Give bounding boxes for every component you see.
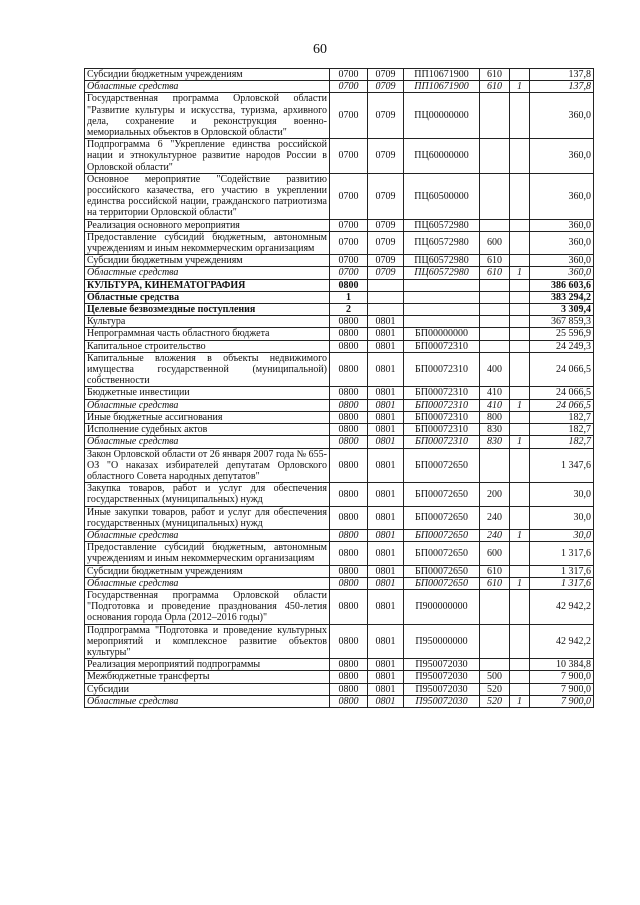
amount-cell: 24 066,5 [530, 352, 594, 387]
section-code-cell: 0800 [330, 316, 368, 328]
subsection-code-cell [368, 304, 404, 316]
subsection-code-cell: 0709 [368, 255, 404, 267]
section-code-cell: 0800 [330, 436, 368, 448]
subsection-code-cell: 0801 [368, 695, 404, 707]
amount-cell: 182,7 [530, 411, 594, 423]
item-name-cell: Субсидии бюджетным учреждениям [85, 255, 330, 267]
target-article-code-cell: П950072030 [404, 659, 480, 671]
target-article-code-cell: БП00072650 [404, 565, 480, 577]
section-code-cell: 0700 [330, 69, 368, 81]
funding-source-code-cell: 1 [510, 399, 530, 411]
funding-source-code-cell [510, 624, 530, 659]
expense-type-code-cell [480, 291, 510, 303]
funding-source-code-cell [510, 219, 530, 231]
target-article-code-cell: БП00072650 [404, 542, 480, 565]
amount-cell: 137,8 [530, 69, 594, 81]
table-row [85, 255, 594, 267]
table-row [85, 81, 594, 93]
subsection-code-cell: 0801 [368, 316, 404, 328]
amount-cell: 360,0 [530, 139, 594, 174]
expense-type-code-cell: 830 [480, 424, 510, 436]
item-name-cell: Капитальное строительство [85, 340, 330, 352]
table-row [85, 231, 594, 254]
item-name-cell: Подпрограмма 6 "Укрепление единства российской нации и этнокультурное развитие народов России в Орловской области" [85, 139, 330, 174]
expense-type-code-cell [480, 93, 510, 139]
table-row [85, 659, 594, 671]
expense-type-code-cell [480, 659, 510, 671]
target-article-code-cell [404, 316, 480, 328]
funding-source-code-cell [510, 304, 530, 316]
amount-cell: 137,8 [530, 81, 594, 93]
funding-source-code-cell [510, 173, 530, 219]
funding-source-code-cell [510, 448, 530, 483]
subsection-code-cell: 0801 [368, 448, 404, 483]
funding-source-code-cell [510, 565, 530, 577]
amount-cell: 367 859,3 [530, 316, 594, 328]
target-article-code-cell: ПЦ00000000 [404, 93, 480, 139]
expense-type-code-cell: 410 [480, 399, 510, 411]
target-article-code-cell [404, 279, 480, 291]
expense-type-code-cell [480, 340, 510, 352]
table-row [85, 93, 594, 139]
item-name-cell: Подпрограмма "Подготовка и проведение культурных мероприятий и комплексное развитие объектов культуры" [85, 624, 330, 659]
subsection-code-cell: 0801 [368, 671, 404, 683]
subsection-code-cell: 0801 [368, 683, 404, 695]
funding-source-code-cell [510, 139, 530, 174]
amount-cell: 360,0 [530, 93, 594, 139]
table-row [85, 624, 594, 659]
item-name-cell: Целевые безвозмездные поступления [85, 304, 330, 316]
table-row [85, 267, 594, 279]
section-code-cell: 0700 [330, 267, 368, 279]
section-code-cell: 0800 [330, 565, 368, 577]
section-code-cell: 0800 [330, 448, 368, 483]
amount-cell: 24 066,5 [530, 387, 594, 399]
target-article-code-cell [404, 291, 480, 303]
expense-type-code-cell: 610 [480, 267, 510, 279]
target-article-code-cell: ПЦ60572980 [404, 255, 480, 267]
section-code-cell: 0700 [330, 219, 368, 231]
item-name-cell: Областные средства [85, 291, 330, 303]
section-code-cell: 1 [330, 291, 368, 303]
item-name-cell: Государственная программа Орловской области "Развитие культуры и искусства, туризма, архивного дела, сохранение и реконструкция военно-мемориальных объектов в Орловской области" [85, 93, 330, 139]
section-code-cell: 0800 [330, 424, 368, 436]
amount-cell: 360,0 [530, 219, 594, 231]
target-article-code-cell: БП00072650 [404, 529, 480, 541]
expense-type-code-cell [480, 328, 510, 340]
section-code-cell: 0700 [330, 255, 368, 267]
table-row [85, 529, 594, 541]
section-code-cell: 0700 [330, 93, 368, 139]
item-name-cell: Реализация основного мероприятия [85, 219, 330, 231]
subsection-code-cell: 0801 [368, 529, 404, 541]
funding-source-code-cell [510, 683, 530, 695]
table-row [85, 411, 594, 423]
expense-type-code-cell: 610 [480, 577, 510, 589]
amount-cell: 3 309,4 [530, 304, 594, 316]
item-name-cell: Закупка товаров, работ и услуг для обеспечения государственных (муниципальных) нужд [85, 483, 330, 506]
item-name-cell: Капитальные вложения в объекты недвижимого имущества государственной (муниципальной) собственности [85, 352, 330, 387]
table-row [85, 340, 594, 352]
expense-type-code-cell: 610 [480, 255, 510, 267]
section-code-cell: 0800 [330, 659, 368, 671]
funding-source-code-cell [510, 483, 530, 506]
table-row [85, 695, 594, 707]
subsection-code-cell: 0801 [368, 624, 404, 659]
section-code-cell: 0700 [330, 231, 368, 254]
item-name-cell: Субсидии [85, 683, 330, 695]
target-article-code-cell: БП00072650 [404, 506, 480, 529]
subsection-code-cell [368, 279, 404, 291]
subsection-code-cell: 0709 [368, 173, 404, 219]
expense-type-code-cell: 600 [480, 542, 510, 565]
section-code-cell: 0800 [330, 683, 368, 695]
amount-cell: 383 294,2 [530, 291, 594, 303]
expense-type-code-cell: 830 [480, 436, 510, 448]
amount-cell: 24 249,3 [530, 340, 594, 352]
expense-type-code-cell: 520 [480, 683, 510, 695]
subsection-code-cell: 0801 [368, 411, 404, 423]
target-article-code-cell: БП00000000 [404, 328, 480, 340]
section-code-cell: 0800 [330, 671, 368, 683]
subsection-code-cell: 0709 [368, 231, 404, 254]
funding-source-code-cell [510, 671, 530, 683]
table-row [85, 577, 594, 589]
amount-cell: 1 317,6 [530, 565, 594, 577]
item-name-cell: Бюджетные инвестиции [85, 387, 330, 399]
item-name-cell: Исполнение судебных актов [85, 424, 330, 436]
subsection-code-cell: 0801 [368, 399, 404, 411]
section-code-cell: 0800 [330, 529, 368, 541]
funding-source-code-cell [510, 279, 530, 291]
target-article-code-cell: БП00072310 [404, 436, 480, 448]
amount-cell: 42 942,2 [530, 624, 594, 659]
subsection-code-cell [368, 291, 404, 303]
section-code-cell: 0700 [330, 173, 368, 219]
target-article-code-cell: БП00072650 [404, 448, 480, 483]
section-code-cell: 0800 [330, 695, 368, 707]
target-article-code-cell: П950072030 [404, 695, 480, 707]
funding-source-code-cell [510, 589, 530, 624]
subsection-code-cell: 0801 [368, 659, 404, 671]
expense-type-code-cell: 200 [480, 483, 510, 506]
item-name-cell: Предоставление субсидий бюджетным, автономным учреждениям и иным некоммерческим организациям [85, 231, 330, 254]
subsection-code-cell: 0801 [368, 577, 404, 589]
expense-type-code-cell: 610 [480, 69, 510, 81]
amount-cell: 360,0 [530, 267, 594, 279]
table-row [85, 436, 594, 448]
item-name-cell: Областные средства [85, 577, 330, 589]
amount-cell: 360,0 [530, 173, 594, 219]
section-code-cell: 0700 [330, 139, 368, 174]
funding-source-code-cell [510, 542, 530, 565]
target-article-code-cell: БП00072310 [404, 352, 480, 387]
item-name-cell: Областные средства [85, 695, 330, 707]
funding-source-code-cell [510, 659, 530, 671]
target-article-code-cell: П950072030 [404, 671, 480, 683]
expense-type-code-cell: 240 [480, 506, 510, 529]
item-name-cell: Закон Орловской области от 26 января 2007 года № 655-ОЗ "О наказах избирателей депутатам Орловского областного Совета народных депутатов" [85, 448, 330, 483]
subsection-code-cell: 0709 [368, 69, 404, 81]
table-row [85, 671, 594, 683]
item-name-cell: Государственная программа Орловской области "Подготовка и проведение празднования 450-летия основания города Орла (2012–2016 годы)" [85, 589, 330, 624]
item-name-cell: Областные средства [85, 81, 330, 93]
target-article-code-cell: ПП10671900 [404, 69, 480, 81]
table-row [85, 589, 594, 624]
amount-cell: 182,7 [530, 436, 594, 448]
amount-cell: 7 900,0 [530, 671, 594, 683]
subsection-code-cell: 0801 [368, 565, 404, 577]
amount-cell: 386 603,6 [530, 279, 594, 291]
table-row [85, 69, 594, 81]
table-row [85, 387, 594, 399]
funding-source-code-cell [510, 291, 530, 303]
target-article-code-cell: ПЦ60572980 [404, 219, 480, 231]
section-code-cell: 0700 [330, 81, 368, 93]
funding-source-code-cell [510, 424, 530, 436]
table-row [85, 565, 594, 577]
expense-type-code-cell: 410 [480, 387, 510, 399]
subsection-code-cell: 0801 [368, 436, 404, 448]
section-code-cell: 0800 [330, 483, 368, 506]
table-row [85, 316, 594, 328]
subsection-code-cell: 0801 [368, 424, 404, 436]
expense-type-code-cell: 610 [480, 81, 510, 93]
expense-type-code-cell [480, 279, 510, 291]
section-code-cell: 0800 [330, 279, 368, 291]
section-code-cell: 0800 [330, 328, 368, 340]
section-code-cell: 0800 [330, 577, 368, 589]
table-row [85, 683, 594, 695]
expense-type-code-cell [480, 173, 510, 219]
expense-type-code-cell [480, 219, 510, 231]
section-code-cell: 0800 [330, 589, 368, 624]
funding-source-code-cell: 1 [510, 577, 530, 589]
amount-cell: 30,0 [530, 483, 594, 506]
target-article-code-cell: БП00072650 [404, 577, 480, 589]
section-code-cell: 0800 [330, 387, 368, 399]
table-row [85, 279, 594, 291]
subsection-code-cell: 0709 [368, 93, 404, 139]
funding-source-code-cell: 1 [510, 436, 530, 448]
target-article-code-cell: ПЦ60500000 [404, 173, 480, 219]
item-name-cell: КУЛЬТУРА, КИНЕМАТОГРАФИЯ [85, 279, 330, 291]
subsection-code-cell: 0801 [368, 483, 404, 506]
expense-type-code-cell: 800 [480, 411, 510, 423]
amount-cell: 30,0 [530, 506, 594, 529]
funding-source-code-cell: 1 [510, 529, 530, 541]
target-article-code-cell: П900000000 [404, 589, 480, 624]
table-row [85, 399, 594, 411]
item-name-cell: Предоставление субсидий бюджетным, автономным учреждениям и иным некоммерческим организациям [85, 542, 330, 565]
funding-source-code-cell [510, 411, 530, 423]
expense-type-code-cell: 600 [480, 231, 510, 254]
funding-source-code-cell [510, 231, 530, 254]
target-article-code-cell: БП00072310 [404, 411, 480, 423]
target-article-code-cell: БП00072310 [404, 387, 480, 399]
budget-table-body [85, 69, 594, 708]
section-code-cell: 0800 [330, 399, 368, 411]
item-name-cell: Областные средства [85, 399, 330, 411]
amount-cell: 360,0 [530, 231, 594, 254]
target-article-code-cell: П950000000 [404, 624, 480, 659]
subsection-code-cell: 0709 [368, 219, 404, 231]
table-row [85, 291, 594, 303]
target-article-code-cell: ПЦ60572980 [404, 267, 480, 279]
subsection-code-cell: 0801 [368, 506, 404, 529]
target-article-code-cell: ПЦ60000000 [404, 139, 480, 174]
target-article-code-cell: БП00072310 [404, 424, 480, 436]
table-row [85, 173, 594, 219]
funding-source-code-cell [510, 328, 530, 340]
target-article-code-cell [404, 304, 480, 316]
expense-type-code-cell: 610 [480, 565, 510, 577]
funding-source-code-cell [510, 69, 530, 81]
subsection-code-cell: 0801 [368, 387, 404, 399]
funding-source-code-cell [510, 506, 530, 529]
amount-cell: 1 317,6 [530, 577, 594, 589]
target-article-code-cell: П950072030 [404, 683, 480, 695]
amount-cell: 7 900,0 [530, 695, 594, 707]
subsection-code-cell: 0801 [368, 589, 404, 624]
expense-type-code-cell [480, 624, 510, 659]
table-row [85, 483, 594, 506]
section-code-cell: 2 [330, 304, 368, 316]
item-name-cell: Областные средства [85, 436, 330, 448]
amount-cell: 30,0 [530, 529, 594, 541]
expense-type-code-cell [480, 304, 510, 316]
funding-source-code-cell [510, 340, 530, 352]
budget-table [84, 68, 594, 708]
funding-source-code-cell [510, 93, 530, 139]
item-name-cell: Культура [85, 316, 330, 328]
item-name-cell: Субсидии бюджетным учреждениям [85, 565, 330, 577]
table-row [85, 424, 594, 436]
section-code-cell: 0800 [330, 411, 368, 423]
item-name-cell: Областные средства [85, 529, 330, 541]
section-code-cell: 0800 [330, 624, 368, 659]
expense-type-code-cell: 520 [480, 695, 510, 707]
funding-source-code-cell [510, 387, 530, 399]
expense-type-code-cell: 500 [480, 671, 510, 683]
funding-source-code-cell: 1 [510, 267, 530, 279]
page-number: 60 [313, 42, 327, 57]
expense-type-code-cell: 240 [480, 529, 510, 541]
target-article-code-cell: БП00072310 [404, 399, 480, 411]
section-code-cell: 0800 [330, 542, 368, 565]
expense-type-code-cell [480, 316, 510, 328]
item-name-cell: Основное мероприятие "Содействие развитию российского казачества, его участию в укреплении единства российской нации, гражданского патриотизма на территории Орловской области" [85, 173, 330, 219]
target-article-code-cell: ПП10671900 [404, 81, 480, 93]
amount-cell: 182,7 [530, 424, 594, 436]
subsection-code-cell: 0801 [368, 328, 404, 340]
funding-source-code-cell: 1 [510, 695, 530, 707]
subsection-code-cell: 0801 [368, 542, 404, 565]
expense-type-code-cell: 400 [480, 352, 510, 387]
item-name-cell: Иные бюджетные ассигнования [85, 411, 330, 423]
item-name-cell: Реализация мероприятий подпрограммы [85, 659, 330, 671]
subsection-code-cell: 0801 [368, 340, 404, 352]
target-article-code-cell: БП00072310 [404, 340, 480, 352]
funding-source-code-cell [510, 255, 530, 267]
funding-source-code-cell: 1 [510, 81, 530, 93]
amount-cell: 10 384,8 [530, 659, 594, 671]
amount-cell: 25 596,9 [530, 328, 594, 340]
table-row [85, 304, 594, 316]
section-code-cell: 0800 [330, 352, 368, 387]
table-row [85, 542, 594, 565]
subsection-code-cell: 0709 [368, 139, 404, 174]
subsection-code-cell: 0709 [368, 81, 404, 93]
section-code-cell: 0800 [330, 340, 368, 352]
amount-cell: 7 900,0 [530, 683, 594, 695]
funding-source-code-cell [510, 352, 530, 387]
funding-source-code-cell [510, 316, 530, 328]
target-article-code-cell: БП00072650 [404, 483, 480, 506]
table-row [85, 352, 594, 387]
amount-cell: 24 066,5 [530, 399, 594, 411]
expense-type-code-cell [480, 139, 510, 174]
subsection-code-cell: 0801 [368, 352, 404, 387]
expense-type-code-cell [480, 448, 510, 483]
item-name-cell: Субсидии бюджетным учреждениям [85, 69, 330, 81]
table-row [85, 448, 594, 483]
table-row [85, 328, 594, 340]
table-row [85, 219, 594, 231]
item-name-cell: Межбюджетные трансферты [85, 671, 330, 683]
expense-type-code-cell [480, 589, 510, 624]
amount-cell: 42 942,2 [530, 589, 594, 624]
amount-cell: 1 347,6 [530, 448, 594, 483]
table-row [85, 506, 594, 529]
target-article-code-cell: ПЦ60572980 [404, 231, 480, 254]
item-name-cell: Иные закупки товаров, работ и услуг для обеспечения государственных (муниципальных) нужд [85, 506, 330, 529]
amount-cell: 360,0 [530, 255, 594, 267]
item-name-cell: Областные средства [85, 267, 330, 279]
table-row [85, 139, 594, 174]
subsection-code-cell: 0709 [368, 267, 404, 279]
item-name-cell: Непрограммная часть областного бюджета [85, 328, 330, 340]
section-code-cell: 0800 [330, 506, 368, 529]
amount-cell: 1 317,6 [530, 542, 594, 565]
